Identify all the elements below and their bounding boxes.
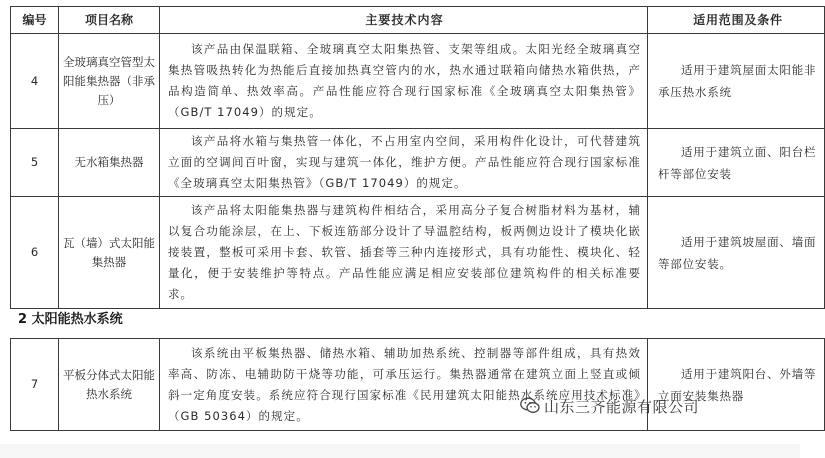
technology-table-2: [10, 338, 825, 431]
row-name: 平板分体式太阳能热水系统: [59, 339, 160, 431]
row-scope: 适用于建筑立面、阳台栏杆等部位安装: [648, 129, 825, 197]
row-name: 瓦（墙）式太阳能集热器: [59, 197, 160, 309]
row-content: 该产品由保温联箱、全玻璃真空太阳集热管、支架等组成。太阳光经全玻璃真空集热管吸热转化为热能后直接加热真空管内的水，热水通过联箱向储热水箱供热，产品构造简单、热效率高。产品性能应符合现行国家标准《全玻璃真空太阳集热管》（GB/T 17049）的规定。: [160, 34, 648, 129]
table-header-row: [11, 7, 825, 34]
table-row: [11, 339, 825, 431]
table-row: [11, 34, 825, 129]
wechat-icon: [520, 397, 540, 418]
row-content: 该产品将水箱与集热管一体化，不占用室内空间，采用构件化设计，可代替建筑立面的空调间百叶窗，实现与建筑一体化，维护方便。产品性能应符合现行国家标准《全玻璃真空太阳集热管》（GB/T 17049）的规定。: [160, 129, 648, 197]
table-row: [11, 197, 825, 309]
row-no: 6: [11, 197, 59, 309]
row-no: 7: [11, 339, 59, 431]
row-no: 5: [11, 129, 59, 197]
row-content: 该产品将太阳能集热器与建筑构件相结合，采用高分子复合树脂材料为基材，辅以复合功能涂层，在上、下板连筋部分设计了导温腔结构，板两侧边设计了模块化嵌接装置，整板可采用卡套、软管、插套等三种内连接形式，具有功能性、模块化、轻量化，便于安装维护等特点。产品性能应满足相应安装部位建筑构件的相关标准要求。: [160, 197, 648, 309]
row-scope: 适用于建筑阳台、外墙等立面安装集热器: [648, 339, 825, 431]
technology-table: [10, 6, 825, 309]
row-name: 全玻璃真空管型太阳能集热器（非承压）: [59, 34, 160, 129]
header-no: 编号: [11, 7, 59, 34]
table-row: [11, 129, 825, 197]
watermark-text: 山东三齐能源有限公司: [544, 398, 700, 416]
row-content: 该系统由平板集热器、储热水箱、辅助加热系统、控制器等部件组成，具有热效率高、防冻、电辅助防干烧等功能，可承压运行。集热器通常在建筑立面上竖直或倾斜一定角度安装。系统应符合现行国家标准《民用建筑太阳能热水系统应用技术标准》（GB 50364）的规定。: [160, 339, 648, 431]
page-bottom-strip: [0, 444, 800, 458]
header-name: 项目名称: [59, 7, 160, 34]
header-content: 主要技术内容: [160, 7, 648, 34]
row-name: 无水箱集热器: [59, 129, 160, 197]
row-no: 4: [11, 34, 59, 129]
watermark: [520, 396, 699, 418]
section-title: 2 太阳能热水系统: [18, 312, 123, 327]
header-scope: 适用范围及条件: [648, 7, 825, 34]
row-scope: 适用于建筑屋面太阳能非承压热水系统: [648, 34, 825, 129]
row-scope: 适用于建筑坡屋面、墙面等部位安装。: [648, 197, 825, 309]
